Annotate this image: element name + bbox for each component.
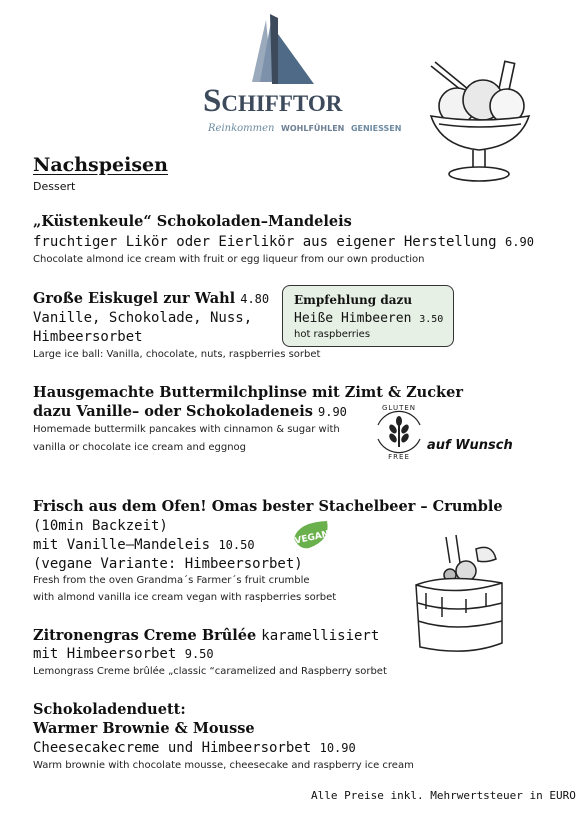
item-description: Himbeersorbet <box>33 329 143 345</box>
ice-cream-sundae-icon <box>419 58 537 186</box>
recommendation-english: hot raspberries <box>294 329 371 340</box>
item-description <box>33 234 534 250</box>
item-english: Warm brownie with chocolate mousse, cheesecake and raspberry ice cream <box>33 760 414 771</box>
item-description <box>33 537 255 553</box>
item-price: 9.90 <box>318 405 347 419</box>
item-title: Frisch aus dem Ofen! Omas bester Stachelbeer – Crumble <box>33 498 503 515</box>
logo-tagline-3: GENIESSEN <box>350 124 402 133</box>
price-footnote: Alle Preise inkl. Mehrwertsteuer in EURO <box>311 789 576 802</box>
recommendation-item <box>294 311 443 326</box>
item-title-line-2 <box>33 403 347 420</box>
item-english: with almond vanilla ice cream vegan with raspberries sorbet <box>33 592 337 603</box>
cake-slice-icon <box>406 533 512 661</box>
item-price: 4.80 <box>240 292 270 306</box>
item-description: (10min Backzeit) <box>33 518 168 534</box>
logo-tagline <box>208 123 401 134</box>
item-title-line-2: Warmer Brownie & Mousse <box>33 720 255 737</box>
item-price: 9.50 <box>184 647 214 661</box>
item-description: (vegane Variante: Himbeersorbet) <box>33 556 303 572</box>
item-english: vanilla or chocolate ice cream and eggnog <box>33 442 247 453</box>
item-english: Lemongrass Creme brûlée „classic “caramelized and Raspberry sorbet <box>33 666 387 677</box>
item-description <box>33 646 214 662</box>
sail-logo-icon <box>248 14 318 88</box>
item-description: Vanille, Schokolade, Nuss, <box>33 310 253 326</box>
item-title <box>33 627 379 644</box>
item-description <box>33 740 356 756</box>
item-title-text: dazu Vanille– oder Schokoladeneis <box>33 403 313 420</box>
item-title-text: Zitronengras Creme Brûlée <box>33 627 257 644</box>
item-title: „Küstenkeule“ Schokoladen–Mandeleis <box>33 213 352 230</box>
gluten-label: GLUTEN <box>381 404 417 412</box>
item-title-suffix: karamellisiert <box>261 628 380 644</box>
recommendation-price: 3.50 <box>419 314 444 325</box>
free-label: FREE <box>388 453 410 461</box>
recommendation-title: Empfehlung dazu <box>294 293 413 307</box>
item-english: Homemade buttermilk pancakes with cinnamon & sugar with <box>33 424 340 435</box>
item-title-text: Große Eiskugel zur Wahl <box>33 290 236 307</box>
item-title: Hausgemachte Buttermilchplinse mit Zimt & Zucker <box>33 384 463 401</box>
vegan-leaf-icon <box>291 518 335 552</box>
item-description-text: mit Himbeersorbet <box>33 646 177 662</box>
item-title: Schokoladenduett: <box>33 701 186 718</box>
logo-tagline-1: Reinkommen <box>208 123 275 134</box>
item-english: Fresh from the oven Grandma´s Farmer´s fruit crumble <box>33 575 310 586</box>
item-description-text: fruchtiger Likör oder Eierlikör aus eigener Herstellung <box>33 234 497 250</box>
item-price: 10.90 <box>319 741 356 755</box>
on-request-label: auf Wunsch <box>427 438 513 453</box>
logo-tagline-2: WOHLFÜHLEN <box>281 124 345 133</box>
section-subtitle: Dessert <box>33 180 76 193</box>
item-description-text: mit Vanille–Mandeleis <box>33 537 211 553</box>
recommendation-item-text: Heiße Himbeeren <box>294 311 412 326</box>
gluten-free-icon <box>368 401 430 463</box>
item-title <box>33 290 269 307</box>
item-english: Chocolate almond ice cream with fruit or egg liqueur from our own production <box>33 254 425 265</box>
section-title: Nachspeisen <box>33 154 168 176</box>
item-price: 6.90 <box>505 235 534 249</box>
item-english: Large ice ball: Vanilla, chocolate, nuts, raspberries sorbet <box>33 349 321 360</box>
logo-name: Schifftor <box>203 83 343 119</box>
item-price: 10.50 <box>218 538 255 552</box>
item-description-text: Cheesecakecreme und Himbeersorbet <box>33 740 312 756</box>
vegan-label: VEGAN <box>293 529 331 547</box>
